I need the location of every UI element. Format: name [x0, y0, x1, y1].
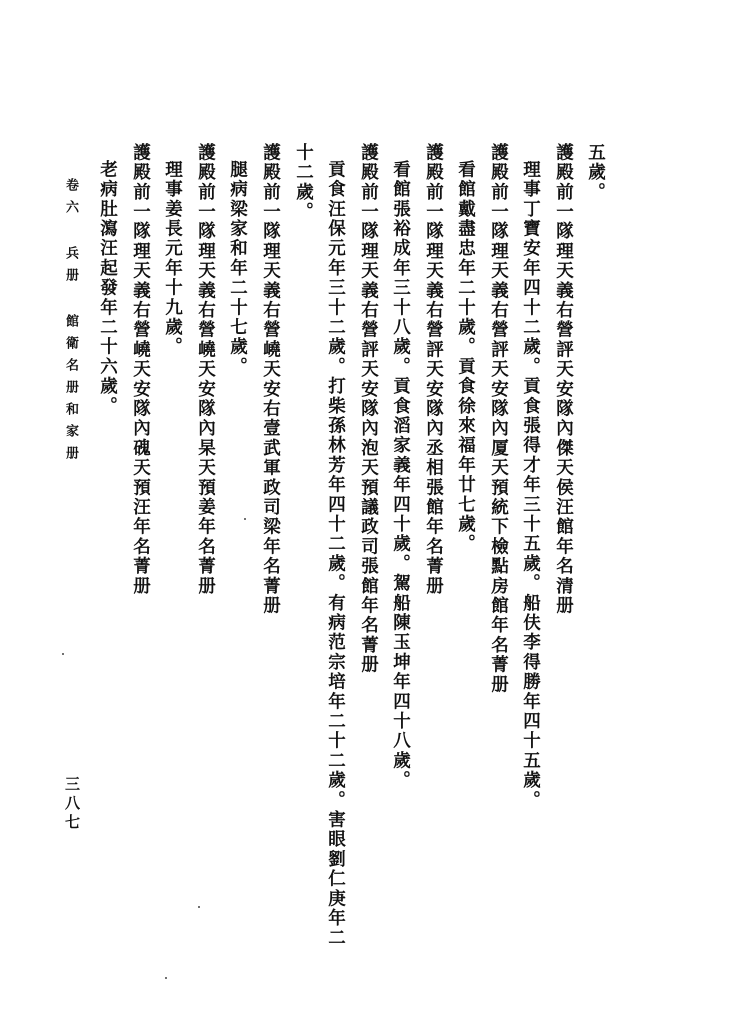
- running-header: 卷六 兵册 館衛名册和家册: [63, 178, 78, 468]
- text-column-11: 護殿前一隊理天義右營嶢天安右壹武軍政司梁年名菁册: [260, 143, 281, 616]
- text-column-8: 護殿前一隊理天義右營評天安隊內泡天預議政司張館年名菁册: [358, 143, 379, 675]
- text-column-4: 護殿前一隊理天義右營評天安隊內厦天預統下檢點房館年名菁册: [488, 143, 509, 695]
- text-column-6: 護殿前一隊理天義右營評天安隊內丞相張館年名菁册: [423, 143, 444, 597]
- scan-speck: [198, 906, 200, 908]
- text-column-5: 看館戴盡忠年二十歲。貢食徐來福年廿七歲。: [455, 160, 476, 554]
- text-column-16: 老病肚瀉汪起發年二十六歲。: [97, 160, 118, 417]
- text-column-15: 護殿前一隊理天義右營嶢天安隊內磈天預汪年名菁册: [130, 143, 151, 597]
- text-column-1: 五歲。: [585, 143, 606, 203]
- text-column-7: 看館張裕成年三十八歲。貢食滔家義年四十歲。駕船陳玉坤年四十八歲。: [390, 160, 411, 791]
- text-column-2: 護殿前一隊理天義右營評天安隊內傑天侯汪館年名清册: [553, 143, 574, 616]
- text-column-10: 十二歲。: [293, 143, 314, 222]
- text-column-12: 腿病梁家和年二十七歲。: [227, 160, 248, 377]
- scan-speck: [244, 518, 246, 520]
- text-column-14: 理事姜長元年十九歲。: [162, 160, 183, 357]
- scan-speck: [165, 977, 167, 979]
- text-column-9: 貢食汪保元年三十二歲。打柴孫林芳年四十二歲。有病范宗培年二十二歲。害眼劉仁庚年二: [325, 160, 346, 948]
- scan-speck: [62, 653, 64, 655]
- page-number: 三八七: [63, 776, 81, 833]
- text-column-13: 護殿前一隊理天義右營嶢天安隊內杲天預姜年名菁册: [195, 143, 216, 597]
- text-column-3: 理事丁寶安年四十二歲。貢食張得才年三十五歲。船伕李得勝年四十五歲。: [520, 160, 541, 811]
